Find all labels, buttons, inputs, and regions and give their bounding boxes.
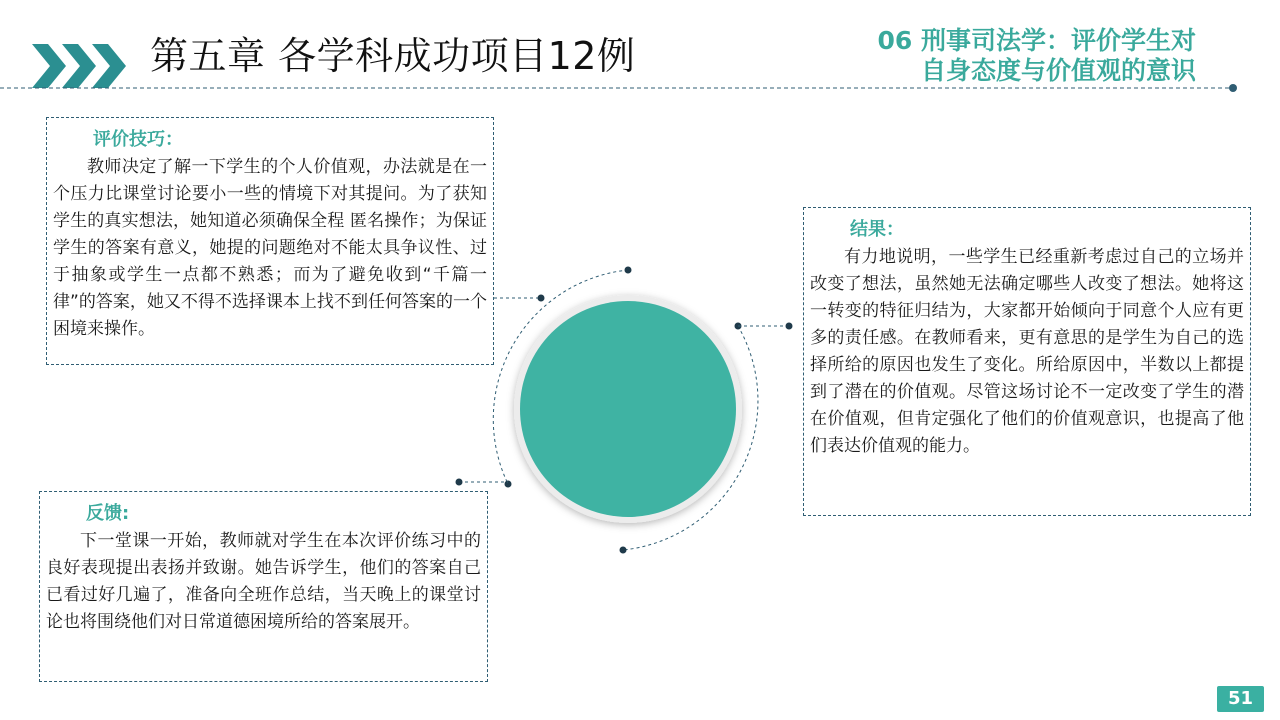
result-heading: 结果： (850, 219, 904, 240)
right-arc (623, 326, 758, 550)
feedback-box (39, 491, 488, 682)
evaluation-skills-box (46, 117, 494, 365)
center-circle (514, 295, 742, 523)
feedback-heading: 反馈: (86, 503, 130, 524)
left-arc (493, 270, 628, 484)
page-number-badge: 51 (1217, 686, 1264, 712)
subtitle-line-2: 自身态度与价值观的意识 (920, 56, 1196, 85)
result-box (803, 207, 1251, 516)
result-text: 有力地说明，一些学生已经重新考虑过自己的立场并改变了想法，虽然她无法确定哪些人改变了想法。她将这一转变的特征归结为，大家都开始倾向于同意个人应有更多的责任感。在教师看来，更有意思的是学生为自己的选择所给的原因也发生了变化。所给原因中，半数以上都提到了潜在的价值观。尽管这场讨论不一定改变了学生的潜在价值观，但肯定强化了他们的价值观意识，也提高了他们表达价值观的能力。 (810, 247, 1244, 456)
subtitle-line-1: 06 刑事司法学：评价学生对 (877, 26, 1196, 55)
section-subtitle (776, 26, 1196, 86)
feedback-text: 下一堂课一开始，教师就对学生在本次评价练习中的良好表现提出表扬并致谢。她告诉学生，他们的答案自己已看过好几遍了，准备向全班作总结，当天晚上的课堂讨论也将围绕他们对日常道德困境所给的答案展开。 (46, 531, 481, 632)
evaluation-skills-heading: 评价技巧： (93, 129, 183, 150)
chapter-title: 第五章 各学科成功项目12例 (150, 34, 636, 78)
evaluation-skills-text: 教师决定了解一下学生的个人价值观，办法就是在一个压力比课堂讨论要小一些的情境下对其提问。为了获知学生的真实想法，她知道必须确保全程 匿名操作；为保证学生的答案有意义，她提的问题绝对不能太具争议性、过于抽象或学生一点都不熟悉；而为了避免收到“千篇一律”的答案，她又不得不选择课本上找不到任何答案的一个困境来操作。 (53, 157, 487, 339)
header-divider (0, 80, 1280, 100)
